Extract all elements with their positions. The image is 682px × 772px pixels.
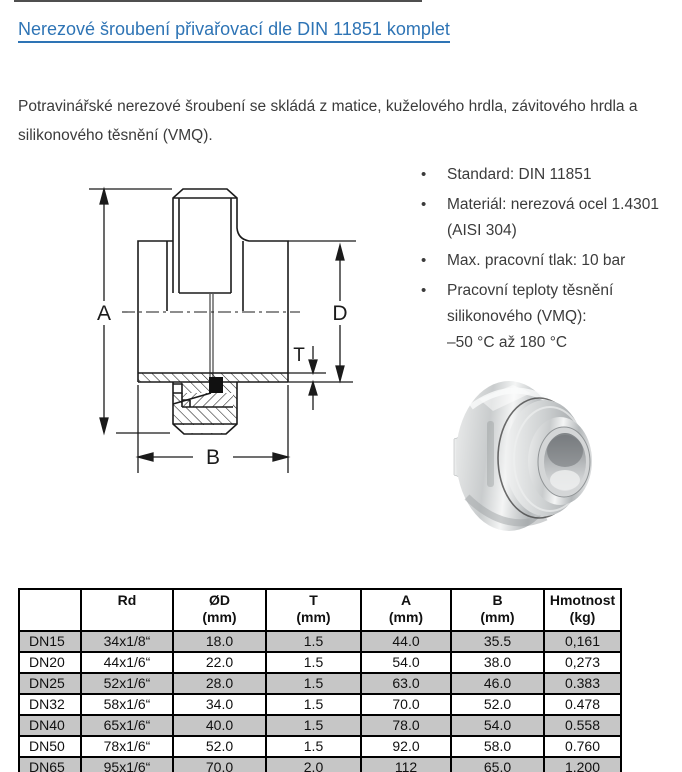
data-cell: 44.0 (361, 631, 451, 652)
dim-label-b: B (205, 446, 221, 469)
data-cell: 0.760 (544, 736, 621, 757)
data-cell: 63.0 (361, 673, 451, 694)
row-header-cell: DN65 (19, 757, 81, 772)
dim-label-a: A (96, 302, 112, 325)
bullet-icon: • (421, 282, 427, 299)
col-header-od: ØD (mm) (173, 589, 266, 631)
data-cell: 92.0 (361, 736, 451, 757)
data-cell: 52.0 (173, 736, 266, 757)
data-cell: 0,273 (544, 652, 621, 673)
data-cell: 1.5 (266, 736, 361, 757)
data-cell: 78x1/6“ (81, 736, 173, 757)
table-row (19, 715, 621, 736)
technical-drawing (60, 163, 400, 493)
table-row (19, 631, 621, 652)
data-cell: 70.0 (361, 694, 451, 715)
data-cell: 28.0 (173, 673, 266, 694)
data-cell: 18.0 (173, 631, 266, 652)
spec-line: Max. pracovní tlak: 10 bar (447, 252, 626, 269)
spec-line: Pracovní teploty těsnění (447, 282, 614, 299)
data-cell: 112 (361, 757, 451, 772)
data-cell: 1.5 (266, 673, 361, 694)
data-cell: 52x1/6“ (81, 673, 173, 694)
data-cell: 44x1/6“ (81, 652, 173, 673)
spec-line: –50 °C až 180 °C (447, 334, 568, 351)
row-header-cell: DN40 (19, 715, 81, 736)
row-header-cell: DN15 (19, 631, 81, 652)
data-cell: 78.0 (361, 715, 451, 736)
data-cell: 2.0 (266, 757, 361, 772)
spec-line: Standard: DIN 11851 (447, 166, 592, 183)
dim-label-t: T (293, 345, 305, 366)
data-cell: 1.5 (266, 715, 361, 736)
cropped-element-edge (14, 0, 422, 2)
table-row (19, 757, 621, 772)
data-cell: 34.0 (173, 694, 266, 715)
spec-table (18, 588, 622, 772)
data-cell: 22.0 (173, 652, 266, 673)
intro-paragraph: Potravinářské nerezové šroubení se skládá z matice, kuželového hrdla, závitového hrdla a silikonového těsnění (VMQ). (18, 97, 638, 144)
data-cell: 0.558 (544, 715, 621, 736)
data-cell: 58.0 (451, 736, 544, 757)
row-header-cell: DN25 (19, 673, 81, 694)
dimension-a (89, 189, 172, 433)
engraving-mark (487, 421, 494, 487)
row-header-cell: DN32 (19, 694, 81, 715)
table-row (19, 673, 621, 694)
spec-line: silikonového (VMQ): (447, 308, 587, 325)
dim-label-d: D (332, 302, 348, 325)
data-cell: 0.383 (544, 673, 621, 694)
data-cell: 58x1/6“ (81, 694, 173, 715)
data-cell: 65.0 (451, 757, 544, 772)
bullet-icon: • (421, 166, 427, 183)
data-cell: 35.5 (451, 631, 544, 652)
data-cell: 40.0 (173, 715, 266, 736)
spec-item (419, 248, 681, 274)
data-cell: 38.0 (451, 652, 544, 673)
col-header-b: B (mm) (451, 589, 544, 631)
spec-line: Materiál: nerezová ocel 1.4301 (447, 196, 659, 213)
col-header-dn (19, 589, 81, 631)
table-row (19, 694, 621, 715)
axis-lines (122, 294, 300, 377)
data-cell: 1.5 (266, 694, 361, 715)
product-photo (451, 377, 611, 537)
data-cell: 0,161 (544, 631, 621, 652)
data-cell: 34x1/8“ (81, 631, 173, 652)
col-header-rd: Rd (81, 589, 173, 631)
data-cell: 95x1/6“ (81, 757, 173, 772)
data-cell: 65x1/6“ (81, 715, 173, 736)
data-cell: 54.0 (451, 715, 544, 736)
spec-item (419, 278, 681, 356)
dimension-t (288, 345, 326, 410)
spec-item (419, 162, 681, 188)
table-row (19, 736, 621, 757)
row-header-cell: DN50 (19, 736, 81, 757)
table-row (19, 652, 621, 673)
table-header-row (19, 589, 621, 631)
specs-list (419, 162, 681, 360)
spec-item (419, 192, 681, 244)
data-cell: 54.0 (361, 652, 451, 673)
data-cell: 52.0 (451, 694, 544, 715)
data-cell: 1.5 (266, 631, 361, 652)
data-cell: 70.0 (173, 757, 266, 772)
col-header-a: A (mm) (361, 589, 451, 631)
bullet-icon: • (421, 252, 427, 269)
data-cell: 46.0 (451, 673, 544, 694)
fitting-photo-shapes (454, 381, 592, 531)
seal-section (209, 377, 223, 393)
spec-line: (AISI 304) (447, 222, 517, 239)
bullet-icon: • (421, 196, 427, 213)
data-cell: 1.5 (266, 652, 361, 673)
data-cell: 1.200 (544, 757, 621, 772)
data-cell: 0.478 (544, 694, 621, 715)
row-header-cell: DN20 (19, 652, 81, 673)
col-header-t: T (mm) (266, 589, 361, 631)
page-title[interactable]: Nerezové šroubení přivařovací dle DIN 11851 komplet (18, 19, 450, 43)
spec-table-body (19, 631, 621, 772)
col-header-hmotnost: Hmotnost (kg) (544, 589, 621, 631)
